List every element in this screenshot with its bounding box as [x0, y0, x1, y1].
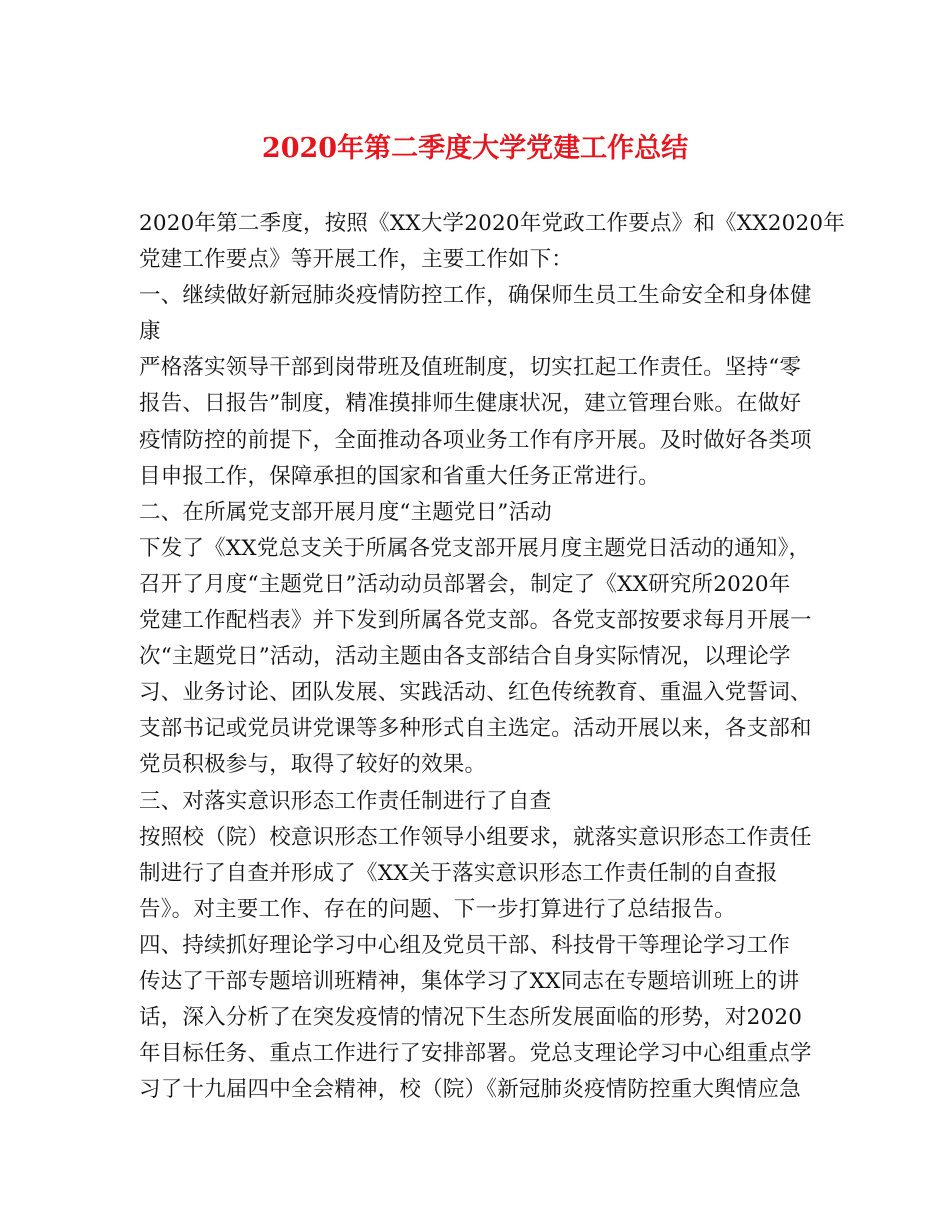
section-heading: 康 [139, 319, 161, 345]
body-line: 支部书记或党员讲党课等多种形式自主选定。活动开展以来，各支部和 [139, 716, 812, 742]
body-line: 话，深入分析了在突发疫情的情况下生态所发展面临的形势，对2020 [139, 1005, 803, 1031]
section-heading: 一、继续做好新冠肺炎疫情防控工作，确保师生员工生命安全和身体健 [139, 283, 812, 309]
body-line: 党员积极参与，取得了较好的效果。 [139, 752, 487, 778]
document-title: 2020年第二季度大学党建工作总结 [261, 133, 689, 164]
body-line: 严格落实领导干部到岗带班及值班制度，切实扛起工作责任。坚持“零 [139, 355, 802, 381]
body-line: 年目标任务、重点工作进行了安排部署。党总支理论学习中心组重点学 [139, 1041, 812, 1067]
section-heading: 二、在所属党支部开展月度“主题党日”活动 [139, 499, 552, 525]
body-line: 告》。对主要工作、存在的问题、下一步打算进行了总结报告。 [139, 896, 736, 922]
body-line: 党建工作要点》等开展工作，主要工作如下： [139, 247, 574, 273]
section-heading: 四、持续抓好理论学习中心组及党员干部、科技骨干等理论学习工作 [139, 932, 791, 958]
body-line: 召开了月度“主题党日”活动动员部署会，制定了《XX研究所2020年 [139, 571, 791, 597]
body-line: 制进行了自查并形成了《XX关于落实意识形态工作责任制的自查报 [139, 860, 778, 886]
body-line: 目申报工作，保障承担的国家和省重大任务正常进行。 [139, 463, 660, 489]
document-body [139, 206, 845, 1108]
body-line: 报告、日报告”制度，精准摸排师生健康状况，建立管理台账。在做好 [139, 391, 802, 417]
body-line: 次“主题党日”活动，活动主题由各支部结合自身实际情况，以理论学 [139, 644, 791, 670]
body-line: 习了十九届四中全会精神，校（院）《新冠肺炎疫情防控重大舆情应急 [139, 1077, 801, 1103]
section-heading: 三、对落实意识形态工作责任制进行了自查 [139, 788, 552, 814]
body-line: 党建工作配档表》并下发到所属各党支部。各党支部按要求每月开展一 [139, 608, 812, 634]
body-line: 2020年第二季度，按照《XX大学2020年党政工作要点》和《XX2020年 [139, 211, 845, 236]
body-line: 习、业务讨论、团队发展、实践活动、红色传统教育、重温入党誓词、 [139, 680, 812, 706]
body-line: 下发了《XX党总支关于所属各党支部开展月度主题党日活动的通知》， [139, 535, 811, 561]
body-line: 传达了干部专题培训班精神，集体学习了XX同志在专题培训班上的讲 [139, 968, 800, 994]
body-line: 疫情防控的前提下，全面推动各项业务工作有序开展。及时做好各类项 [139, 427, 812, 453]
body-line: 按照校（院）校意识形态工作领导小组要求，就落实意识形态工作责任 [139, 824, 812, 850]
